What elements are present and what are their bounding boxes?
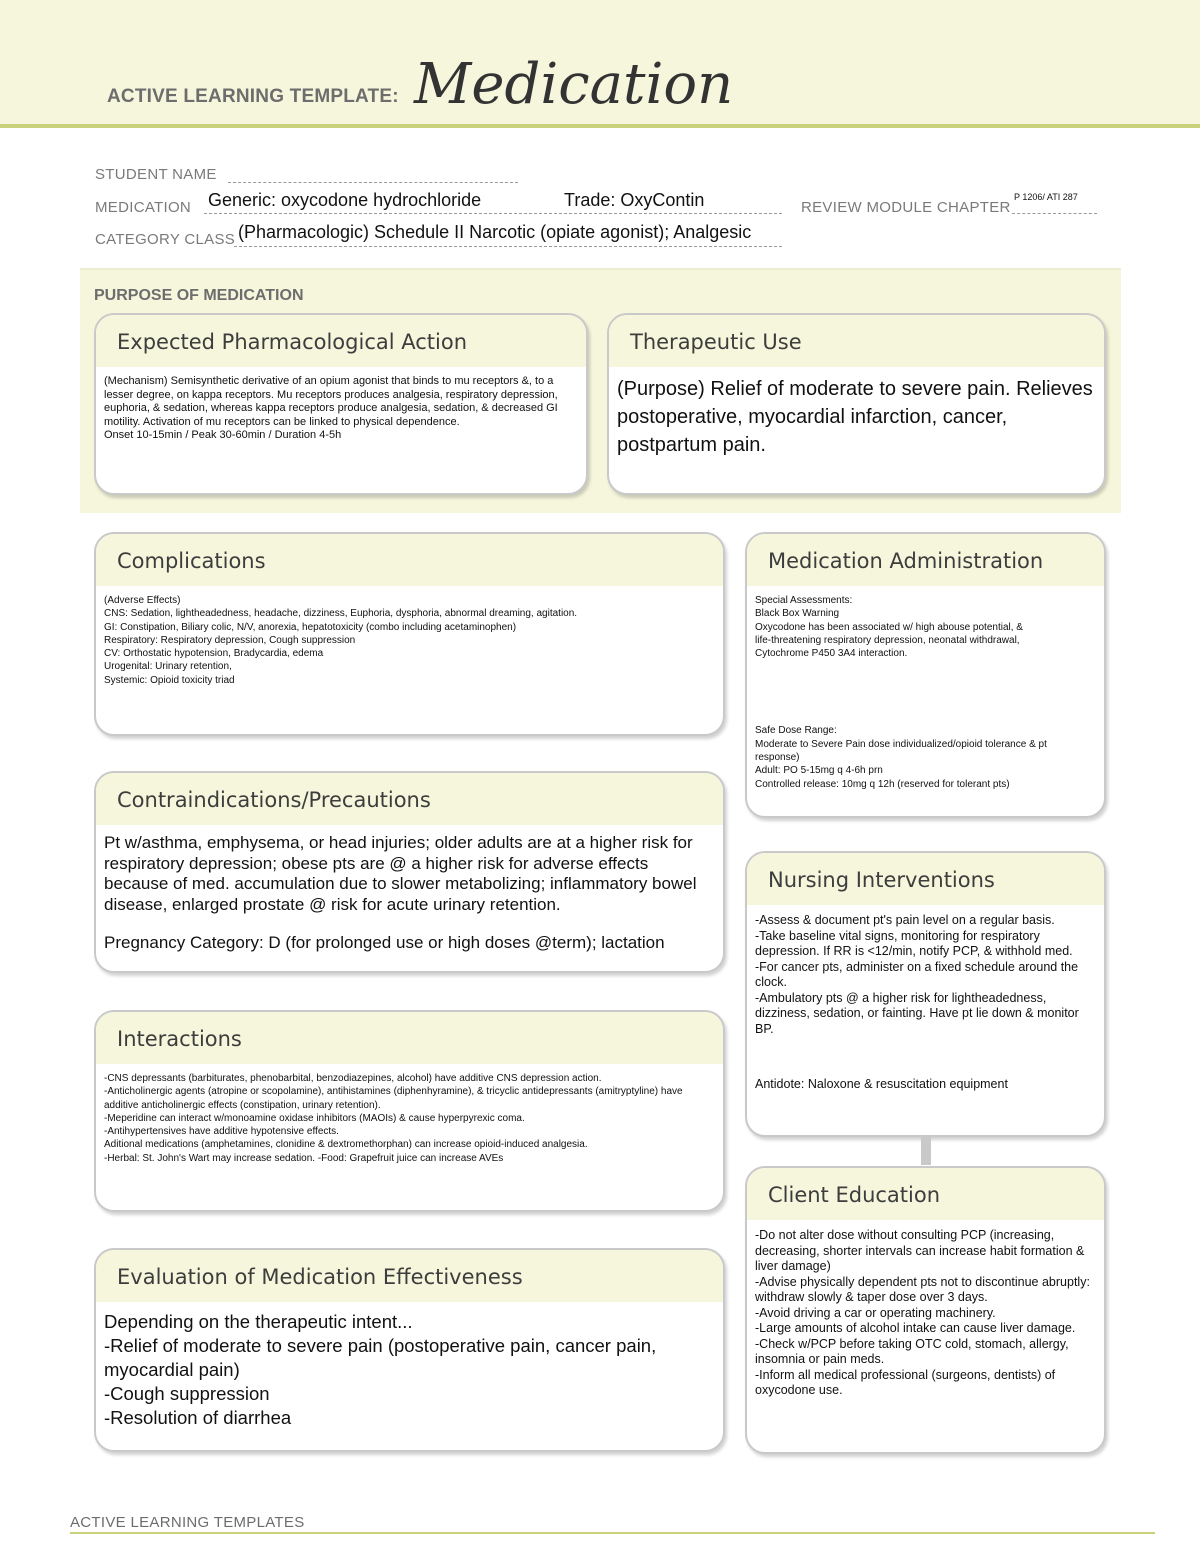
antidote-text: Antidote: Naloxone & resuscitation equipment [755,1077,1008,1091]
medication-generic: Generic: oxycodone hydrochloride [208,190,482,210]
therapeutic-use-card [607,313,1106,495]
expected-action-title: Expected Pharmacological Action [96,315,586,367]
category-class-value: (Pharmacologic) Schedule II Narcotic (opiate agonist); Analgesic [238,222,752,242]
complications-card [94,532,725,736]
template-prefix: ACTIVE LEARNING TEMPLATE: [107,86,399,107]
nursing-card [745,851,1106,1137]
section-connector [921,1135,931,1165]
footer-label: ACTIVE LEARNING TEMPLATES [70,1514,305,1531]
therapeutic-use-text: (Purpose) Relief of moderate to severe pain. Relieves postoperative, myocardial infarction, cancer, postpartum pain. [617,378,1093,456]
student-name-field[interactable] [228,166,518,183]
footer-divider [70,1532,1155,1534]
evaluation-text: Depending on the therapeutic intent... -Relief of moderate to severe pain (postoperative pain, cancer pain, myocardial pain) -Cough suppression -Resolution of diarrhea [104,1311,657,1428]
student-name-label: STUDENT NAME [95,166,217,183]
administration-title: Medication Administration [747,534,1104,586]
contraindications-title: Contraindications/Precautions [96,773,723,825]
review-module-value: P 1206/ ATI 287 [1014,192,1078,202]
administration-special: Special Assessments: Black Box Warning Oxycodone has been associated w/ high abouse potential, & life-threatening respiratory depression, neonatal withdrawal, Cytochrome P450 3A4 interaction. [755,595,1023,660]
administration-card [745,532,1106,818]
interactions-text: -CNS depressants (barbiturates, phenobarbital, benzodiazepines, alcohol) have additive CNS depression action. -Anticholinergic agents (atropine or scopolamine), antihistamines (diphenhyramine), & tricyclic antidepressants (amitryptyline) have additive anticholinergic effects (constipation, urinary retention). -Meperidine can interact w/monoamine oxidase inhibitors (MAOIs) & cause hyperpyrexic coma. -Antihypertensives have additive hypotensive effects. Aditional medications (amphetamines, clonidine & dextromethorphan) can increase opioid-induced analgesia. -Herbal: St. John's Wart may increase sedation. -Food: Grapefruit juice can increase AVEs [104,1073,683,1164]
nursing-text: -Assess & document pt's pain level on a regular basis. -Take baseline vital signs, monitoring for respiratory depression. If RR is <12/min, notify PCP, & withhold med. -For cancer pts, administer on a fixed schedule around the clock. -Ambulatory pts @ a higher risk for lightheadedness, dizziness, sedation, or fainting. Have pt lie down & monitor BP. [755,913,1079,1036]
client-education-text: -Do not alter dose without consulting PCP (increasing, decreasing, shorter intervals can increase habit formation & liver damage) -Advise physically dependent pts not to discontinue abruptly: withdraw slowly & taper dose over 3 days. -Avoid driving a car or operating machinery. -Large amounts of alcohol intake can cause liver damage. -Check w/PCP before taking OTC cold, stomach, allergy, insomnia or pain meds. -Inform all medical professional (surgeons, dentists) of oxycodone use. [755,1228,1090,1397]
complications-text: (Adverse Effects) CNS: Sedation, lightheadedness, headache, dizziness, Euphoria, dysphoria, abnormal dreaming, agitation. GI: Constipation, Biliary colic, N/V, anorexia, hepatotoxicity (combo including acetaminophen) Respiratory: Respiratory depression, Cough suppression CV: Orthostatic hypotension, Bradycardia, edema Urogenital: Urinary retention, Systemic: Opioid toxicity triad [104,595,578,686]
header-divider [0,124,1200,128]
pregnancy-category: Pregnancy Category: D (for prolonged use or high doses @term); lactation [104,933,665,952]
medication-trade: Trade: OxyContin [564,190,705,210]
complications-title: Complications [96,534,723,586]
expected-action-text: (Mechanism) Semisynthetic derivative of an opium agonist that binds to mu receptors &, to a lesser degree, on kappa receptors. Mu receptors produces analgesia, respiratory depression, euphoria, & sedation, whereas kappa receptors produce analgesia, sedation, & decreased GI motility. Activation of mu receptors can be linked to physical dependence. Onset 10-15min / Peak 30-60min / Duration 4-5h [104,375,558,442]
evaluation-title: Evaluation of Medication Effectiveness [96,1250,723,1302]
medication-label: MEDICATION [95,199,192,216]
interactions-title: Interactions [96,1012,723,1064]
interactions-card [94,1010,725,1212]
review-module-label: REVIEW MODULE CHAPTER [801,199,1011,216]
therapeutic-use-title: Therapeutic Use [609,315,1104,367]
contraindications-card [94,771,725,973]
nursing-title: Nursing Interventions [747,853,1104,905]
client-education-card [745,1166,1106,1454]
page-title: Medication [414,52,734,117]
category-class-label: CATEGORY CLASS [95,231,236,248]
administration-dose: Safe Dose Range: Moderate to Severe Pain dose individualized/opioid tolerance & pt response) Adult: PO 5-15mg q 4-6h prn Controlled release: 10mg q 12h (reserved for tolerant pts) [755,725,1047,790]
contraindications-text: Pt w/asthma, emphysema, or head injuries; older adults are at a higher risk for respiratory depression; obese pts are @ a higher risk for adverse effects because of med. accumulation due to slower metabolizing; inflammatory bowel disease, enlarged prostate @ risk for acute urinary retention. [104,833,697,914]
evaluation-card [94,1248,725,1452]
expected-action-card [94,313,588,495]
purpose-heading: PURPOSE OF MEDICATION [94,287,304,304]
client-education-title: Client Education [747,1168,1104,1220]
